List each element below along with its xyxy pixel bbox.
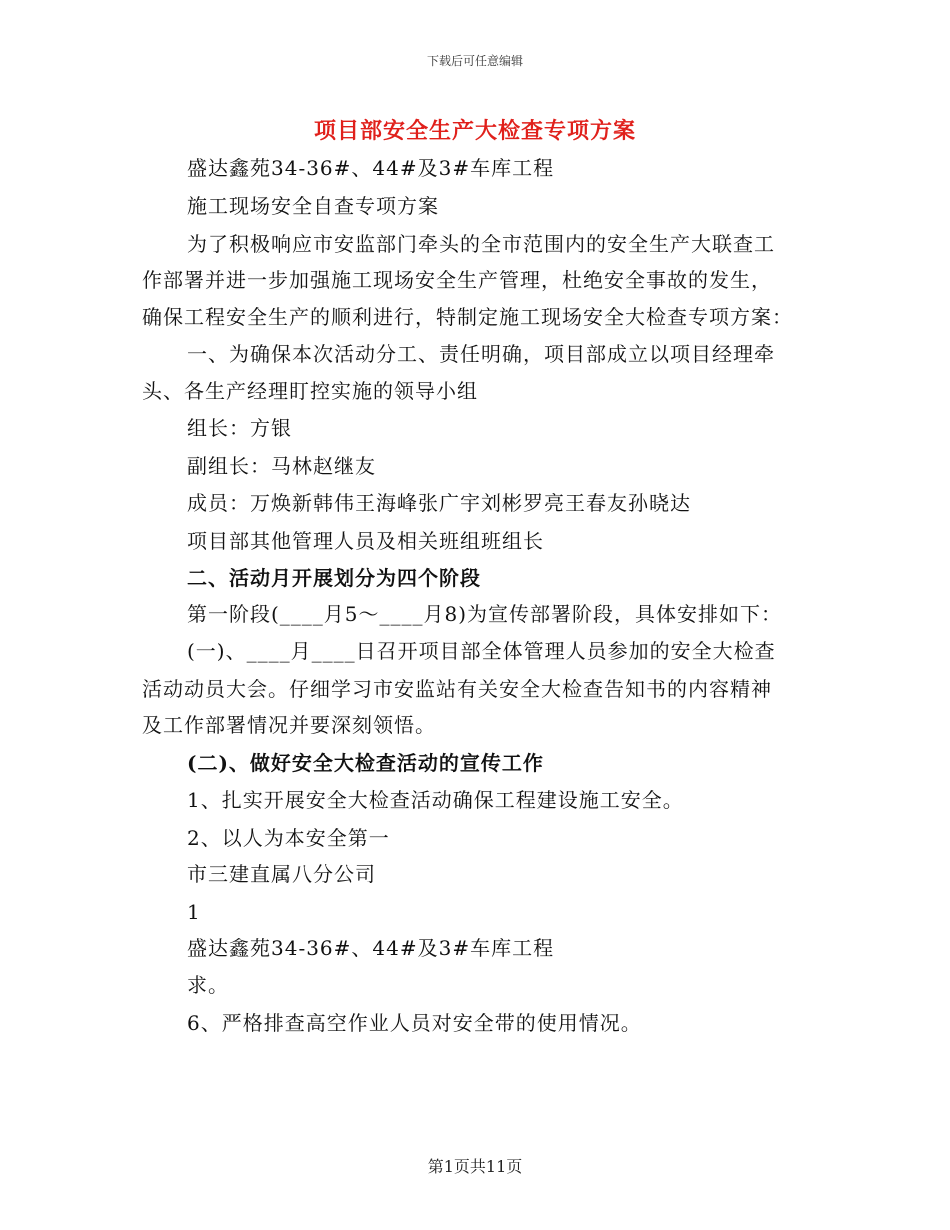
section-1-line: 一、为确保本次活动分工、责任明确，项目部成立以项目经理牵 [187,342,775,366]
point-1-line: 1、扎实开展安全大检查活动确保工程建设施工安全。 [187,788,684,812]
item-one-line: 活动动员大会。仔细学习市安监站有关安全大检查告知书的内容精神 [142,677,772,701]
project-name-line: 盛达鑫苑34-36#、44#及3#车库工程 [187,156,555,180]
section-1-line: 头、各生产经理盯控实施的领导小组 [142,379,478,403]
company-name-line: 市三建直属八分公司 [187,862,376,886]
stage-one-line: 第一阶段(____月5～____月8)为宣传部署阶段，具体安排如下： [187,602,783,626]
item-two-heading: (二)、做好安全大检查活动的宣传工作 [187,751,544,775]
team-leader-line: 组长：方银 [187,416,292,440]
item-one-line: (一)、____月____日召开项目部全体管理人员参加的安全大检查 [187,639,776,663]
deputy-leader-line: 副组长：马林赵继友 [187,454,376,478]
page-number-line: 1 [187,900,201,924]
document-title: 项目部安全生产大检查专项方案 [313,118,636,144]
paragraph-line: 作部署并进一步加强施工现场安全生产管理，杜绝安全事故的发生， [142,268,772,292]
project-name-line: 盛达鑫苑34-36#、44#及3#车库工程 [187,936,555,960]
plan-subtitle-line: 施工现场安全自查专项方案 [187,194,439,218]
section-2-heading: 二、活动月开展划分为四个阶段 [187,566,481,590]
page-footer: 第1页共11页 [427,1157,523,1176]
members-line: 成员：万焕新韩伟王海峰张广宇刘彬罗亮王春友孙晓达 [187,491,691,515]
other-staff-line: 项目部其他管理人员及相关班组班组长 [187,529,544,553]
header-note: 下载后可任意编辑 [426,54,523,68]
paragraph-line: 为了积极响应市安监部门牵头的全市范围内的安全生产大联查工 [187,232,775,256]
point-2-line: 2、以人为本安全第一 [187,826,390,850]
point-6-line: 6、严格排查高空作业人员对安全带的使用情况。 [187,1011,642,1035]
paragraph-line: 确保工程安全生产的顺利进行，特制定施工现场安全大检查专项方案： [142,305,793,329]
item-one-line: 及工作部署情况并要深刻领悟。 [142,713,436,737]
paragraph-line: 求。 [187,973,229,997]
